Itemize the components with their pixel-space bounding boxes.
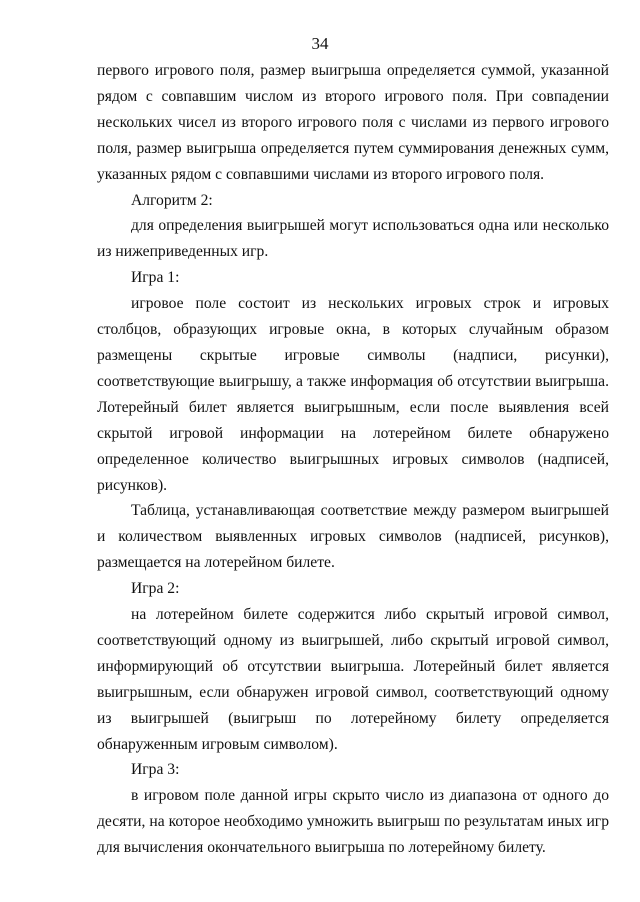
heading-game-3: Игра 3:: [131, 761, 180, 779]
document-body: [97, 58, 609, 861]
paragraph-continuation: первого игрового поля, размер выигрыша определяется суммой, указанной рядом с совпавшим числом из второго игрового поля. При совпадении нескольких чисел из второго игрового поля с числами из первого игрового поля, размер выигрыша определяется путем суммирования денежных сумм, указанных рядом с совпавшими числами из второго игрового поля.: [97, 62, 609, 183]
paragraph-game-3: в игровом поле данной игры скрыто число из диапазона от одного до десяти, на которое необходимо умножить выигрыш по результатам иных игр для вычисления окончательного выигрыша по лотерейному билету.: [97, 787, 609, 857]
page-number: 34: [311, 34, 329, 53]
paragraph-prize-table: Таблица, устанавливающая соответствие между размером выигрышей и количеством выявленных игровых символов (надписей, рисунков), размещается на лотерейном билете.: [97, 502, 609, 572]
heading-algorithm-2: Алгоритм 2:: [131, 191, 213, 209]
paragraph-algorithm-2: для определения выигрышей могут использоваться одна или несколько из нижеприведенных игр.: [97, 217, 609, 261]
paragraph-game-2: на лотерейном билете содержится либо скрытый игровой символ, соответствующий одному из выигрышей, либо скрытый игровой символ, информирующий об отсутствии выигрыша. Лотерейный билет является выигрышным, если обнаружен игровой символ, соответствующий одному из выигрышей (выигрыш по лотерейному билету определяется обнаруженным игровым символом).: [97, 606, 609, 753]
heading-game-1: Игра 1:: [131, 269, 180, 287]
heading-game-2: Игра 2:: [131, 580, 180, 598]
paragraph-game-1: игровое поле состоит из нескольких игровых строк и игровых столбцов, образующих игровые окна, в которых случайным образом размещены скрытые игровые символы (надписи, рисунки), соответствующие выигрышу, а также информация об отсутствии выигрыша. Лотерейный билет является выигрышным, если после выявления всей скрытой игровой информации на лотерейном билете обнаружено определенное количество выигрышных игровых символов (надписей, рисунков).: [97, 295, 609, 494]
